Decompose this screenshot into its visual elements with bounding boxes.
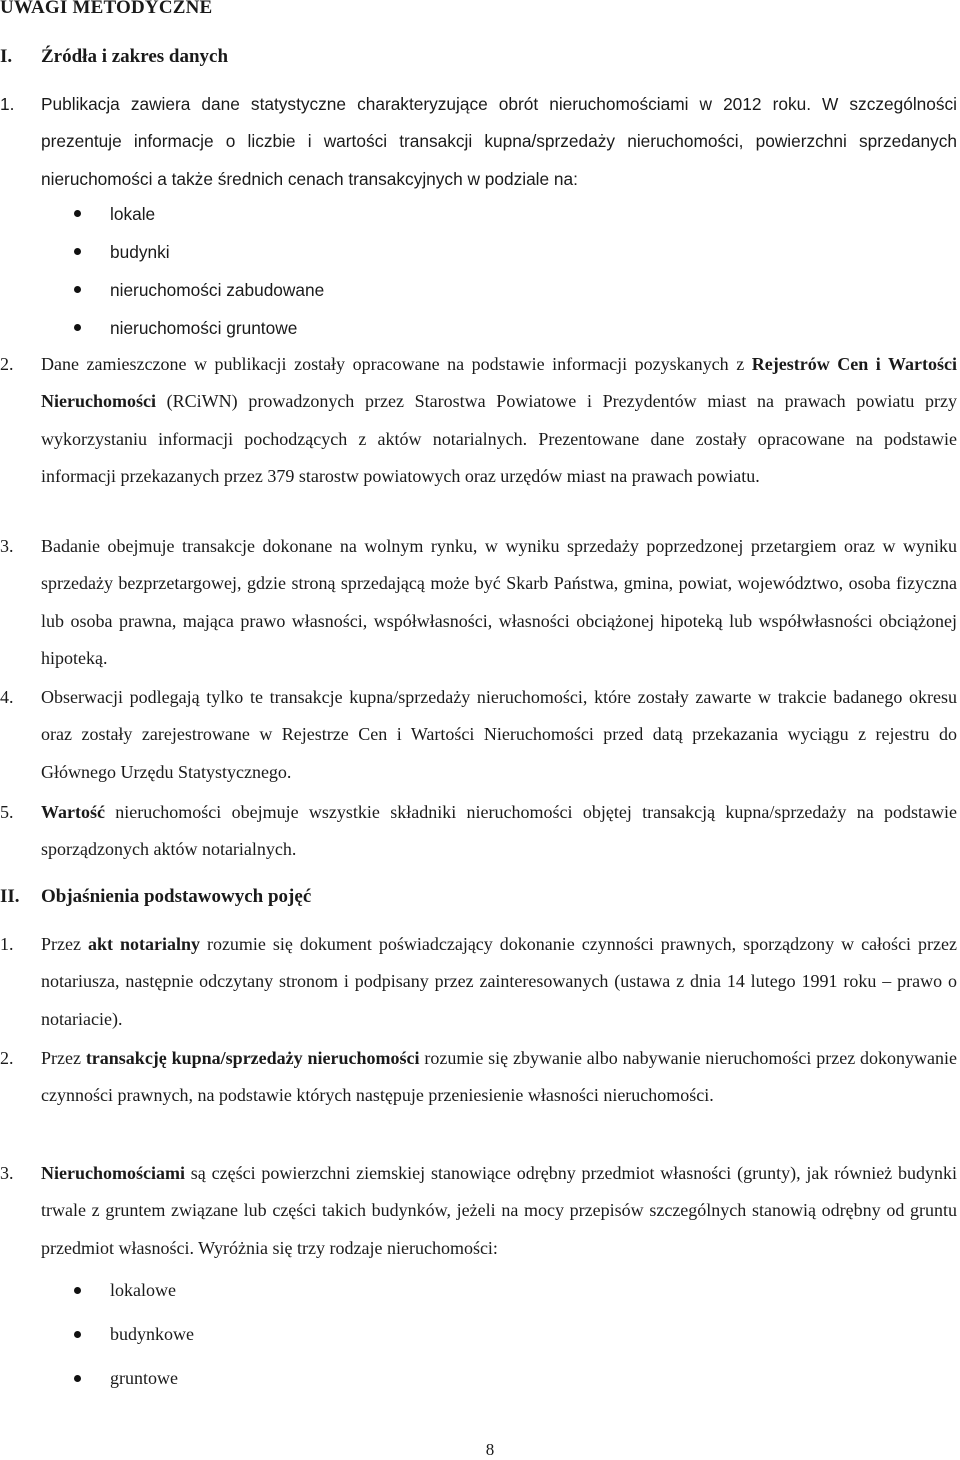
- bullet-icon: [74, 1375, 81, 1382]
- item-text: Badanie obejmuje transakcje dokonane na wolnym rynku, w wyniku sprzedaży poprzedzonej przetargiem oraz w wyniku sprzedaży bezprzetargowej, gdzie stroną sprzedającą może być Skarb Państwa, gmina, powiat, województwo, osoba fizyczna lub osoba prawna, mająca prawo własności, współwłasności, własności obciążonej hipoteką lub współwłasności obciążonej hipoteką.: [41, 536, 957, 668]
- document-title: UWAGI METODYCZNE: [0, 0, 213, 18]
- bullet-icon: [74, 286, 81, 293]
- item-number: 2.: [0, 354, 14, 374]
- section-2-item-2: [0, 1040, 957, 1115]
- bullet-item: budynkowe: [0, 1312, 957, 1356]
- bullet-icon: [74, 248, 81, 255]
- item-text: Nieruchomościami są części powierzchni ziemskiej stanowiące odrębny przedmiot własności (grunty), jak również budynki trwale z gruntem związane lub części takich budynków, jeżeli na mocy przepisów szczególnych stanowią odrębny od gruntu przedmiot własności. Wyróżnia się trzy rodzaje nieruchomości:: [41, 1163, 957, 1258]
- item-number: 3.: [0, 536, 14, 556]
- section-2-item-3: [0, 1155, 957, 1267]
- item-text: Wartość nieruchomości obejmuje wszystkie składniki nieruchomości objętej transakcją kupna/sprzedaży na podstawie sporządzonych aktów notarialnych.: [41, 802, 957, 860]
- item-number: 1.: [0, 94, 15, 114]
- section-1-bullet-list: [0, 195, 957, 347]
- section-2-title: Objaśnienia podstawowych pojęć: [41, 886, 312, 907]
- section-2-bullet-list: [0, 1268, 957, 1400]
- item-number: 1.: [0, 934, 14, 954]
- section-1-item-3: [0, 528, 957, 677]
- item-number: 2.: [0, 1048, 14, 1068]
- item-text: Obserwacji podlegają tylko te transakcje kupna/sprzedaży nieruchomości, które zostały zawarte w trakcie badanego okresu oraz zostały zarejestrowane w Rejestrze Cen i Wartości Nieruchomości przed datą przekazania wyciągu z rejestru do Głównego Urzędu Statystycznego.: [41, 687, 957, 782]
- section-1-item-2: [0, 346, 957, 495]
- bullet-icon: [74, 1287, 81, 1294]
- item-number: 5.: [0, 802, 14, 822]
- bullet-icon: [74, 1331, 81, 1338]
- bullet-item: gruntowe: [0, 1356, 957, 1400]
- item-text: Dane zamieszczone w publikacji zostały opracowane na podstawie informacji pozyskanych z Rejestrów Cen i Wartości Nieruchomości (RCiWN) prowadzonych przez Starostwa Powiatowe i Prezydentów miast na prawach powiatu przy wykorzystaniu informacji pochodzących z aktów notarialnych. Prezentowane dane zostały opracowane na podstawie informacji przekazanych przez 379 starostw powiatowych oraz urzędów miast na prawach powiatu.: [41, 354, 958, 486]
- section-2-item-1: [0, 926, 957, 1038]
- item-text: Przez akt notarialny rozumie się dokument poświadczający dokonanie czynności prawnych, sporządzony w całości przez notariusza, następnie odczytany stronom i podpisany przez zainteresowanych (ustawa z dnia 14 lutego 1991 roku – prawo o notariacie).: [41, 934, 957, 1029]
- bullet-icon: [74, 324, 81, 331]
- section-2-number: II.: [0, 886, 20, 907]
- item-number: 4.: [0, 687, 14, 707]
- bullet-item: lokale: [0, 195, 957, 233]
- section-1-title: Źródła i zakres danych: [41, 46, 229, 67]
- bullet-item: nieruchomości zabudowane: [0, 271, 957, 309]
- item-text: Przez transakcję kupna/sprzedaży nieruchomości rozumie się zbywanie albo nabywanie nieruchomości przez dokonywanie czynności prawnych, na podstawie których następuje przeniesienie własności nieruchomości.: [41, 1048, 957, 1106]
- item-text: Publikacja zawiera dane statystyczne charakteryzujące obrót nieruchomościami w 2012 roku. W szczególności prezentuje informacje o liczbie i wartości transakcji kupna/sprzedaży nieruchomości, powierzchni sprzedanych nieruchomości a także średnich cenach transakcyjnych w podziale na:: [41, 94, 957, 189]
- bullet-icon: [74, 210, 81, 217]
- bullet-item: budynki: [0, 233, 957, 271]
- bullet-item: lokalowe: [0, 1268, 957, 1312]
- bullet-item: nieruchomości gruntowe: [0, 309, 957, 347]
- item-number: 3.: [0, 1163, 14, 1183]
- section-1-item-5: [0, 794, 957, 869]
- page-number: 8: [485, 1440, 495, 1459]
- section-1-item-4: [0, 679, 957, 791]
- section-1-item-1: [0, 86, 957, 198]
- section-1-number: I.: [0, 46, 13, 67]
